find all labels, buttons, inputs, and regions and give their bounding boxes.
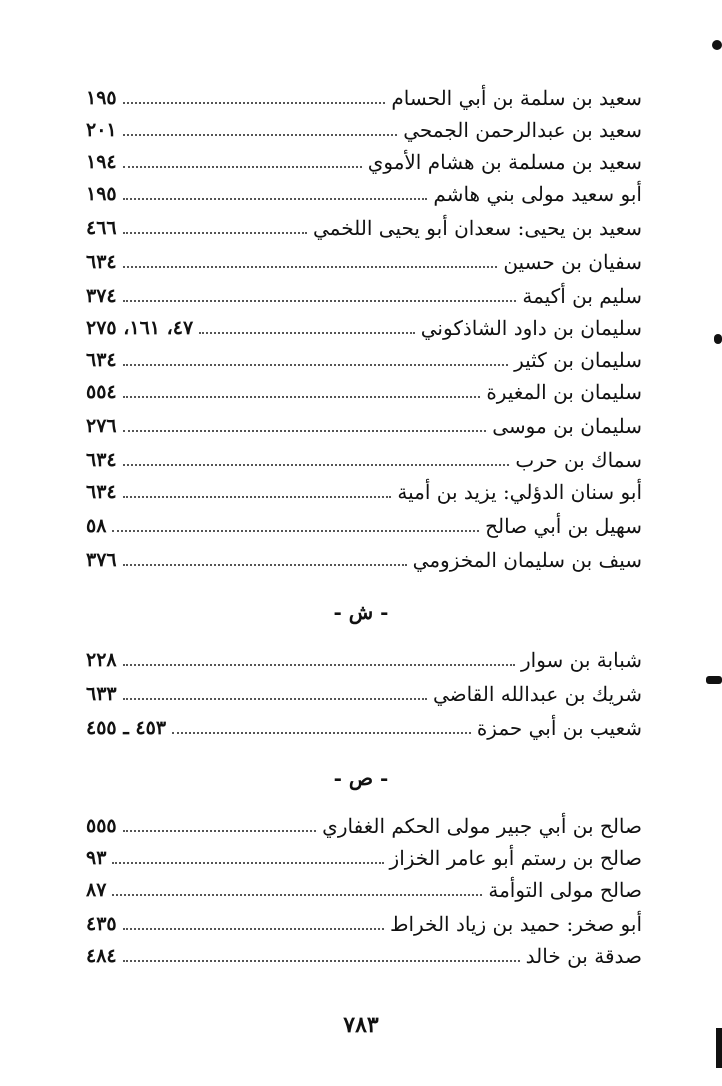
leader-dots (123, 364, 508, 366)
entry-pages: ٦٣٤ (86, 481, 117, 503)
leader-dots (123, 266, 498, 268)
entry-name: سهيل بن أبي صالح (485, 514, 642, 538)
entry-name: سماك بن حرب (515, 448, 642, 472)
entry-pages: ٢٧٦ (86, 415, 117, 437)
entry-name: شعيب بن أبي حمزة (476, 716, 642, 740)
index-entry (86, 280, 642, 310)
leader-dots (123, 664, 515, 666)
entry-name: سعيد بن سلمة بن أبي الحسام (391, 86, 642, 110)
leader-dots (123, 830, 317, 832)
index-entry (86, 810, 642, 840)
index-entry (86, 644, 642, 674)
entry-name: سعيد بن مسلمة بن هشام الأموي (367, 150, 642, 174)
entry-name: سعيد بن عبدالرحمن الجمحي (403, 118, 642, 142)
scan-mark (712, 40, 722, 50)
index-entry (86, 376, 642, 406)
index-entry (86, 544, 642, 574)
index-entry (86, 246, 642, 276)
section-heading-shin: - ش - (333, 600, 389, 624)
entry-pages: ٦٣٤ (86, 449, 117, 471)
scan-mark (706, 676, 722, 684)
entry-name: شريك بن عبدالله القاضي (432, 682, 642, 706)
leader-dots (123, 198, 428, 200)
leader-dots (123, 232, 307, 234)
entry-pages: ٤٨٤ (86, 945, 117, 967)
entry-pages: ٤٦٦ (86, 217, 117, 239)
entry-pages: ٤٣٥ (86, 913, 117, 935)
section-heading-sad: - ص - (333, 766, 389, 790)
entry-pages: ٦٣٣ (86, 683, 117, 705)
leader-dots (123, 430, 487, 432)
entry-pages: ١٩٤ (86, 151, 117, 173)
entry-pages: ٦٣٤ (86, 349, 117, 371)
leader-dots (123, 928, 384, 930)
index-entry (86, 212, 642, 242)
entry-pages: ٥٨ (86, 515, 107, 537)
index-entry (86, 82, 642, 112)
leader-dots (123, 464, 510, 466)
entry-pages: ٣٧٤ (86, 285, 117, 307)
index-entry (86, 410, 642, 440)
entry-name: سعيد بن يحيى: سعدان أبو يحيى اللخمي (313, 216, 642, 240)
leader-dots (123, 698, 427, 700)
entry-pages: ١٩٥ (86, 87, 117, 109)
entry-name: أبو صخر: حميد بن زياد الخراط (389, 912, 642, 936)
entry-name: سليمان بن داود الشاذكوني (420, 316, 642, 340)
entry-name: سليم بن أكيمة (522, 284, 642, 308)
leader-dots (112, 894, 482, 896)
entry-name: أبو سنان الدؤلي: يزيد بن أمية (397, 480, 642, 504)
leader-dots (123, 300, 517, 302)
index-entry (86, 114, 642, 144)
entry-pages: ٦٣٤ (86, 251, 117, 273)
index-entry (86, 712, 642, 742)
entry-name: سليمان بن المغيرة (486, 380, 642, 404)
entry-name: شبابة بن سوار (521, 648, 642, 672)
entry-name: سيف بن سليمان المخزومي (412, 548, 642, 572)
entry-pages: ١٩٥ (86, 183, 117, 205)
leader-dots (123, 396, 481, 398)
leader-dots (172, 732, 471, 734)
entry-name: صالح مولى التوأمة (488, 878, 642, 902)
page-number: ٧٨٣ (343, 1012, 379, 1038)
entry-name: صالح بن أبي جبير مولى الحكم الغفاري (322, 814, 642, 838)
entry-name: صالح بن رستم أبو عامر الخزاز (389, 846, 642, 870)
index-entry (86, 510, 642, 540)
leader-dots (112, 862, 383, 864)
leader-dots (123, 960, 520, 962)
leader-dots (123, 166, 362, 168)
entry-pages: ٩٣ (86, 847, 107, 869)
entry-name: سليمان بن موسى (492, 414, 642, 438)
index-entry (86, 678, 642, 708)
index-entry (86, 444, 642, 474)
index-entry (86, 940, 642, 970)
index-entry (86, 476, 642, 506)
leader-dots (123, 496, 392, 498)
entry-name: أبو سعيد مولى بني هاشم (433, 182, 642, 206)
entry-pages: ٨٧ (86, 879, 107, 901)
entry-pages: ٤٥٣ ـ ٤٥٥ (86, 717, 167, 739)
entry-pages: ٥٥٤ (86, 381, 117, 403)
entry-name: سليمان بن كثير (514, 348, 642, 372)
index-entry (86, 178, 642, 208)
leader-dots (199, 332, 415, 334)
index-entry (86, 344, 642, 374)
leader-dots (123, 102, 386, 104)
entry-pages: ٢٢٨ (86, 649, 117, 671)
entry-pages: ٤٧، ١٦١، ٢٧٥ (86, 317, 194, 339)
entry-pages: ٣٧٦ (86, 549, 117, 571)
leader-dots (112, 530, 479, 532)
entry-name: صدقة بن خالد (525, 944, 642, 968)
leader-dots (123, 134, 398, 136)
index-entry (86, 908, 642, 938)
index-entry (86, 874, 642, 904)
index-entry (86, 842, 642, 872)
scan-mark (714, 334, 722, 344)
scan-mark (716, 1028, 722, 1068)
leader-dots (123, 564, 407, 566)
index-entry (86, 146, 642, 176)
entry-name: سفيان بن حسين (503, 250, 642, 274)
entry-pages: ٥٥٥ (86, 815, 117, 837)
entry-pages: ٢٠١ (86, 119, 117, 141)
index-entry (86, 312, 642, 342)
